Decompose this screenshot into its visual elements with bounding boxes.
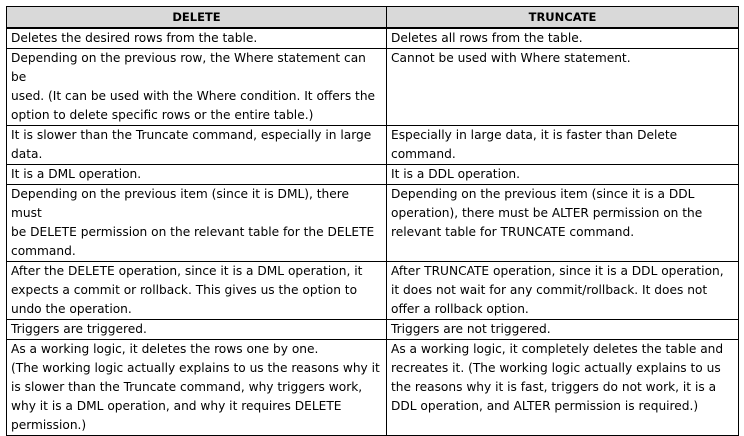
- delete-cell: [7, 28, 387, 49]
- comparison-sheet: [6, 6, 738, 436]
- delete-cell-text: Deletes the desired rows from the table.: [11, 31, 258, 45]
- delete-cell: [7, 49, 387, 126]
- truncate-cell-text: As a working logic, it completely deletes the table and recreates it. (The working logic actually explains to us the reasons why it is fast, triggers do not work, it is a DDL operation, and ALTER permission is required.): [391, 342, 724, 413]
- truncate-cell: [387, 28, 739, 49]
- header-row: [7, 7, 739, 29]
- delete-cell: [7, 126, 387, 165]
- delete-cell: [7, 165, 387, 185]
- table-row: [7, 185, 739, 262]
- truncate-cell-text: Especially in large data, it is faster than Delete command.: [391, 128, 678, 161]
- truncate-cell-text: It is a DDL operation.: [391, 167, 521, 181]
- truncate-cell-text: Deletes all rows from the table.: [391, 31, 583, 45]
- delete-cell: [7, 185, 387, 262]
- table-row: [7, 262, 739, 320]
- truncate-cell: [387, 320, 739, 340]
- table-row: [7, 28, 739, 49]
- truncate-cell: [387, 185, 739, 262]
- delete-cell: [7, 340, 387, 436]
- delete-cell-text: It is slower than the Truncate command, especially in large data.: [11, 128, 372, 161]
- table-row: [7, 165, 739, 185]
- delete-cell-text: Depending on the previous item (since it is DML), there must be DELETE permission on the relevant table for the DELETE command.: [11, 187, 375, 258]
- delete-cell-text: After the DELETE operation, since it is a DML operation, it expects a commit or rollback. This gives us the option to undo the operation.: [11, 264, 363, 316]
- delete-cell-text: Triggers are triggered.: [11, 322, 147, 336]
- delete-cell-text: Depending on the previous row, the Where statement can be used. (It can be used with the Where condition. It offers the option to delete specific rows or the entire table.): [11, 51, 376, 122]
- truncate-cell-text: After TRUNCATE operation, since it is a DDL operation, it does not wait for any commit/rollback. It does not offer a rollback option.: [391, 264, 724, 316]
- delete-cell-text: As a working logic, it deletes the rows one by one. (The working logic actually explains to us the reasons why it is slower than the Truncate command, why triggers work, why it is a DML operation, and why it requires DELETE permission.): [11, 342, 380, 432]
- truncate-cell: [387, 165, 739, 185]
- table-row: [7, 49, 739, 126]
- truncate-cell: [387, 126, 739, 165]
- delete-cell-text: It is a DML operation.: [11, 167, 142, 181]
- truncate-cell: [387, 340, 739, 436]
- truncate-cell-text: Depending on the previous item (since it is a DDL operation), there must be ALTER permission on the relevant table for TRUNCATE command.: [391, 187, 703, 239]
- table-row: [7, 340, 739, 436]
- truncate-cell: [387, 262, 739, 320]
- truncate-cell-text: Triggers are not triggered.: [391, 322, 551, 336]
- table-row: [7, 320, 739, 340]
- table-row: [7, 126, 739, 165]
- header-truncate: TRUNCATE: [387, 7, 739, 29]
- header-delete: DELETE: [7, 7, 387, 29]
- delete-cell: [7, 262, 387, 320]
- delete-cell: [7, 320, 387, 340]
- truncate-cell-text: Cannot be used with Where statement.: [391, 51, 631, 65]
- truncate-cell: [387, 49, 739, 126]
- delete-vs-truncate-table: [6, 6, 739, 436]
